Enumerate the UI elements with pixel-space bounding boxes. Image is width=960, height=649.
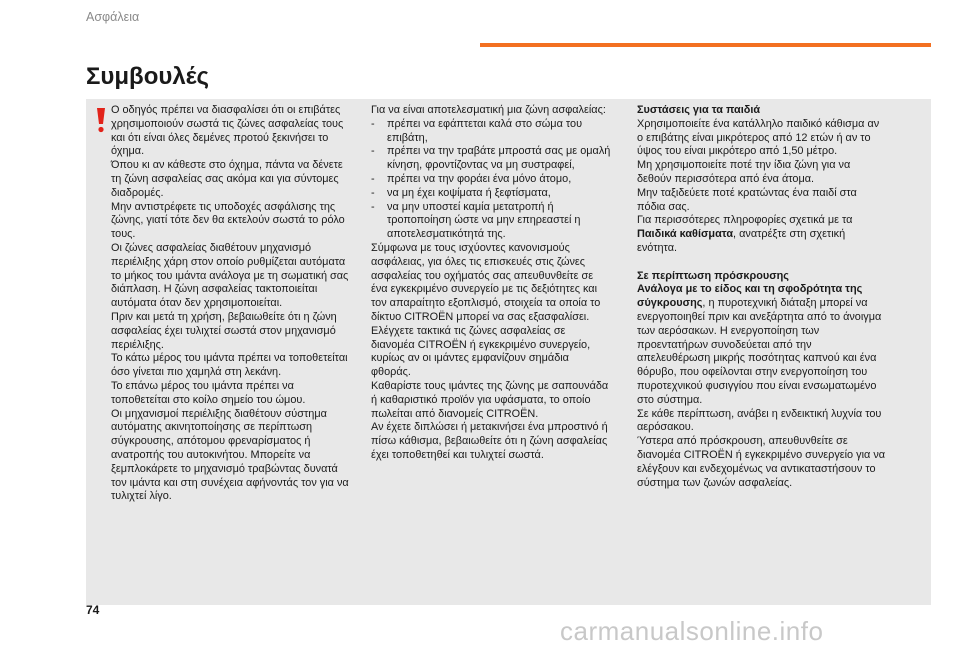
paragraph: Όπου κι αν κάθεστε στο όχημα, πάντα να δένετε τη ζώνη ασφαλείας σας ακόμα και για σύντομες διαδρομές. bbox=[111, 159, 343, 199]
child-seats-link-text: Παιδικά καθίσματα bbox=[637, 228, 734, 241]
child-seats-reference: Για περισσότερες πληροφορίες σχετικά με τα Παιδικά καθίσματα, ανατρέξτε στη σχετική ενότητα. bbox=[637, 214, 853, 254]
paragraph: Οι ζώνες ασφαλείας διαθέτουν μηχανισμό περιέλιξης χάρη στον οποίο ρυθμίζεται αυτόματα το μήκος του ιμάντα ανάλογα με τη σωματική σας διάπλαση. Η ζώνη ασφαλείας τακτοποιείται αυτόματα όταν δεν χρησιμοποιείται. bbox=[111, 241, 349, 310]
paragraph: Οι μηχανισμοί περιέλιξης διαθέτουν σύστημα αυτόματης ακινητοποίησης σε περίπτωση σύγκρουσης, απότομου φρεναρίσματος ή ανατροπής του αυτοκινήτου. Μπορείτε να ξεμπλοκάρετε το μηχανισμό τραβώντας δυνατά τον ιμάντα και στη συνέχεια αφήνοντάς τον για να τυλιχτεί λίγο. bbox=[111, 407, 349, 503]
paragraph: Καθαρίστε τους ιμάντες της ζώνης με σαπουνάδα ή καθαριστικό προϊόν για υφάσματα, το οποίο πωλείται από διανομείς CITROËN. bbox=[371, 379, 609, 420]
watermark: carmanualsonline.info bbox=[560, 616, 824, 646]
page-title: Συμβουλές bbox=[86, 63, 209, 90]
paragraph: Μην αντιστρέφετε τις υποδοχές ασφάλισης της ζώνης, γιατί τότε δεν θα εκτελούν σωστά το ρόλο τους. bbox=[111, 200, 345, 241]
paragraph: Αν έχετε διπλώσει ή μετακινήσει ένα μπροστινό ή πίσω κάθισμα, βεβαιωθείτε ότι η ζώνη ασφαλείας έχει τοποθετηθεί και τυλιχτεί σωστά. bbox=[371, 421, 608, 461]
paragraph: Χρησιμοποιείτε ένα κατάλληλο παιδικό κάθισμα αν ο επιβάτης είναι μικρότερος από 12 ετών ή αν το ύψος του είναι μικρότερο από 1,50 μέτρο. bbox=[637, 117, 880, 158]
crash-heading: Σε περίπτωση πρόσκρουσης bbox=[637, 269, 789, 282]
list-intro: Για να είναι αποτελεσματική μια ζώνη ασφαλείας: bbox=[371, 104, 606, 116]
crash-paragraph: Ανάλογα με το είδος και τη σφοδρότητα της σύγκρουσης, η πυροτεχνική διάταξη μπορεί να ενεργοποιηθεί πριν και ανεξάρτητα από το άνοιγμα των αερόσακων. Η ενεργοποίηση των προεντατήρων συνοδεύεται από την απελευθέρωση μικρής ποσότητας καπνού και ένα θόρυβο, που οφείλονται στην ενεργοποίηση του πυροτεχνικού φυσιγγίου που είναι ενσωματωμένο στο σύστημα. bbox=[637, 283, 882, 406]
list-item: - πρέπει να την τραβάτε μπροστά σας με ομαλή κίνηση, φροντίζοντας να μη συστραφεί, bbox=[371, 145, 611, 172]
paragraph: Μην ταξιδεύετε ποτέ κρατώντας ένα παιδί στα πόδια σας. bbox=[637, 186, 857, 213]
paragraph: Ο οδηγός πρέπει να διασφαλίσει ότι οι επιβάτες χρησιμοποιούν σωστά τις ζώνες ασφαλείας τους και ότι είναι όλες δεμένες προτού ξεκινήσει το όχημα. bbox=[111, 104, 344, 158]
paragraph: Το επάνω μέρος του ιμάντα πρέπει να τοποθετείται στο κοίλο σημείο του ώμου. bbox=[111, 379, 306, 406]
column-3 bbox=[637, 104, 887, 490]
paragraph: Ελέγχετε τακτικά τις ζώνες ασφαλείας σε διανομέα CITROËN ή εγκεκριμένο συνεργείο, κυρίως αν οι ιμάντες εμφανίζουν σημάδια φθοράς. bbox=[371, 324, 591, 379]
page-number: 74 bbox=[86, 603, 100, 617]
list-item: - πρέπει να εφάπτεται καλά στο σώμα του επιβάτη, bbox=[371, 117, 583, 144]
list-item: - πρέπει να την φοράει ένα μόνο άτομο, bbox=[371, 172, 572, 185]
paragraph: Σε κάθε περίπτωση, ανάβει η ενδεικτική λυχνία του αερόσακου. bbox=[637, 407, 882, 434]
warning-exclamation-icon bbox=[95, 107, 107, 133]
header-accent-bar bbox=[480, 43, 931, 47]
paragraph: Ύστερα από πρόσκρουση, απευθυνθείτε σε διανομέα CITROËN ή εγκεκριμένο συνεργείο για να ελέγξουν και ενδεχομένως να αντικαταστήσουν το σύστημα των ζωνών ασφαλείας. bbox=[637, 435, 886, 489]
paragraph: Μη χρησιμοποιείτε ποτέ την ίδια ζώνη για να δεθούν περισσότερα από ένα άτομα. bbox=[637, 159, 851, 185]
column-2 bbox=[371, 104, 611, 463]
paragraph: Το κάτω μέρος του ιμάντα πρέπει να τοποθετείται όσο γίνεται πιο χαμηλά στη λεκάνη. bbox=[111, 352, 348, 379]
section-label: Ασφάλεια bbox=[86, 10, 140, 24]
column-1 bbox=[111, 104, 351, 504]
children-heading: Συστάσεις για τα παιδιά bbox=[637, 104, 761, 116]
list-item: - να μην υποστεί καμία μετατροπή ή τροποποίηση ώστε να μην επηρεαστεί η αποτελεσματικότητά της. bbox=[371, 200, 581, 241]
paragraph: Πριν και μετά τη χρήση, βεβαιωθείτε ότι η ζώνη ασφαλείας έχει τυλιχτεί σωστά στον μηχανισμό περιέλιξης. bbox=[111, 310, 337, 351]
paragraph: Σύμφωνα με τους ισχύοντες κανονισμούς ασφάλειας, για όλες τις επισκευές στις ζώνες ασφαλείας του οχήματός σας απευθυνθείτε σε ένα εγκεκριμένο συνεργείο με τις δεξιότητες και τον απαραίτητο εξοπλισμό, στοιχεία τα οποία το δίκτυο CITROËN μπορεί να σας εξασφαλίσει. bbox=[371, 241, 601, 323]
list-item: - να μη έχει κοψίματα ή ξεφτίσματα, bbox=[371, 186, 551, 199]
